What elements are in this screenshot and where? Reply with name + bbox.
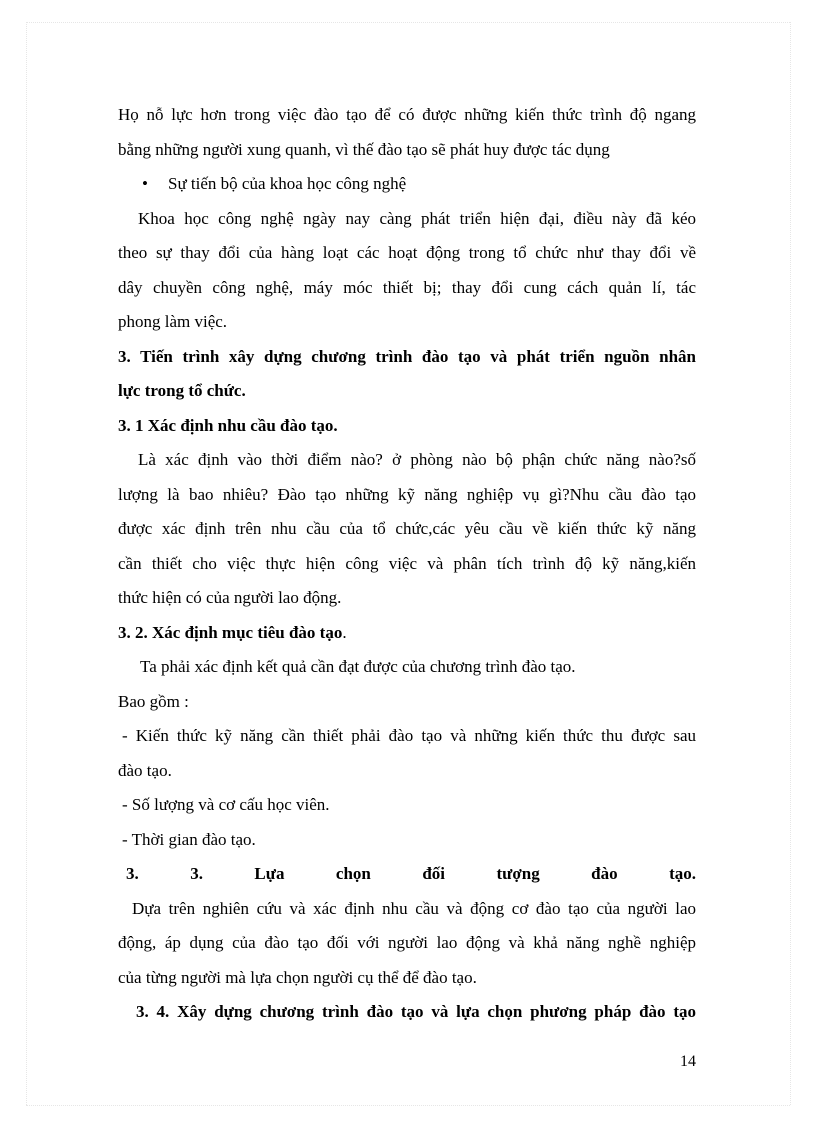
section-heading: 3. Tiến trình xây dựng chương trình đào tạo và phát triển nguồn nhân: [118, 346, 696, 366]
paragraph-line: cần thiết cho việc thực hiện công việc và phân tích trình độ kỹ năng,kiến: [118, 553, 696, 573]
paragraph-line: phong làm việc.: [118, 312, 228, 331]
paragraph-line: Bao gồm :: [118, 691, 189, 711]
subsection-heading: 3. 3. Lựa chọn đối tượng đào tạo.: [126, 864, 696, 883]
paragraph-line: bằng những người xung quanh, vì thế đào tạo sẽ phát huy được tác dụng: [118, 139, 610, 159]
paragraph-line: Là xác định vào thời điểm nào? ở phòng nào bộ phận chức năng nào?số: [138, 450, 696, 469]
page-number: 14: [680, 1053, 696, 1070]
paragraph-line: thức hiện có của người lao động.: [118, 588, 342, 607]
subsection-heading: [118, 616, 696, 651]
subsection-heading: 3. 1 Xác định nhu cầu đào tạo.: [118, 415, 338, 435]
page-border-top: [26, 22, 790, 23]
bullet-icon: •: [142, 174, 148, 193]
subsection-heading-period: .: [342, 622, 347, 642]
list-item: - Kiến thức kỹ năng cần thiết phải đào tạo và những kiến thức thu được sau: [122, 726, 696, 745]
paragraph-line: Dựa trên nghiên cứu và xác định nhu cầu và động cơ đào tạo của người lao: [132, 898, 696, 918]
paragraph-line: Khoa học công nghệ ngày nay càng phát triển hiện đại, điều này đã kéo: [138, 208, 696, 228]
page-border-bottom: [26, 1105, 790, 1106]
list-item: - Thời gian đào tạo.: [122, 829, 256, 849]
paragraph-line: của từng người mà lựa chọn người cụ thể để đào tạo.: [118, 967, 477, 987]
page-border-right: [790, 22, 791, 1105]
paragraph-line: đào tạo.: [118, 760, 172, 780]
section-heading: lực trong tổ chức.: [118, 381, 246, 400]
subsection-heading-text: 3. 2. Xác định mục tiêu đào tạo: [118, 622, 343, 642]
page-border-left: [26, 22, 27, 1105]
document-body: [118, 98, 696, 1030]
subsection-heading: 3. 4. Xây dựng chương trình đào tạo và lựa chọn phương pháp đào tạo: [136, 1002, 696, 1021]
list-item: - Số lượng và cơ cấu học viên.: [122, 795, 330, 814]
paragraph-line: dây chuyền công nghệ, máy móc thiết bị; thay đổi cung cách quản lí, tác: [118, 277, 696, 297]
paragraph-line: Ta phải xác định kết quả cần đạt được của chương trình đào tạo.: [140, 657, 576, 676]
paragraph-line: được xác định trên nhu cầu của tổ chức,các yêu cầu về kiến thức kỹ năng: [118, 519, 696, 538]
paragraph-line: theo sự thay đổi của hàng loạt các hoạt động trong tổ chức như thay đổi về: [118, 243, 696, 262]
paragraph-line: Họ nỗ lực hơn trong việc đào tạo để có được những kiến thức trình độ ngang: [118, 105, 696, 124]
paragraph-line: lượng là bao nhiêu? Đào tạo những kỹ năng nghiệp vụ gì?Nhu cầu đào tạo: [118, 484, 696, 504]
paragraph-line: động, áp dụng của đào tạo đối với người lao động và khả năng nghề nghiệp: [118, 933, 696, 952]
bullet-item: [118, 167, 696, 202]
bullet-text: Sự tiến bộ của khoa học công nghệ: [168, 174, 407, 193]
